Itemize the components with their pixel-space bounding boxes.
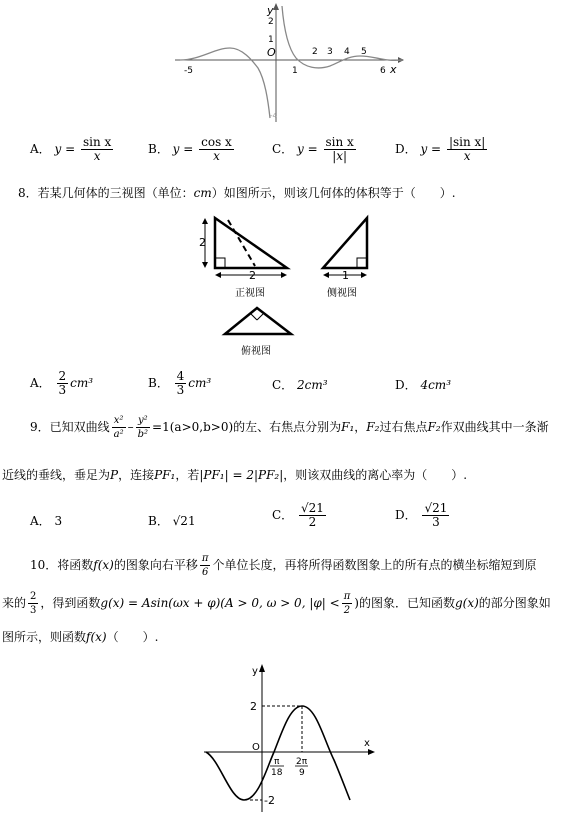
top-x-tick-1: 1 bbox=[292, 66, 298, 76]
q10-line2: 来的 $\frac{2}{3}$ ，得到函数g(x) = Asin(ωx + φ)(A > 0, ω > 0, |φ| < $\frac{\pi}{2}$ )的图象．已知函数g(x)的部分图象如 bbox=[2, 591, 551, 616]
bottom-y-max: 2 bbox=[250, 700, 257, 713]
top-x-tick-5: 5 bbox=[361, 47, 367, 57]
option-lhs: y = bbox=[172, 142, 194, 156]
q8-option-d[interactable]: D． 4cm³ bbox=[395, 378, 451, 392]
q9-option-b[interactable]: B． √21 bbox=[148, 514, 196, 528]
bottom-sine-graph bbox=[200, 660, 380, 816]
dim-side-width: 1 bbox=[342, 269, 349, 282]
bottom-origin: O bbox=[252, 742, 260, 753]
option-letter: C． bbox=[272, 142, 294, 156]
option-letter: A． bbox=[30, 142, 51, 156]
option-fraction: $\frac{4}{3}$ bbox=[176, 369, 185, 397]
q8-option-a[interactable]: A． $\frac{2}{3}$ cm³ bbox=[30, 369, 94, 397]
option-letter: D． bbox=[395, 142, 417, 156]
q8-unit: cm bbox=[193, 186, 212, 200]
bottom-tick2-num: 2π bbox=[296, 757, 308, 767]
bottom-tick1-num: π bbox=[274, 757, 280, 767]
bottom-y-min: -2 bbox=[264, 794, 275, 807]
top-x-label: x bbox=[390, 63, 397, 76]
top-y-label: y bbox=[267, 4, 274, 17]
option-fraction: $\frac{\text{|sin x|}}{x}$ bbox=[448, 135, 486, 163]
option-lhs: y = bbox=[54, 142, 76, 156]
top-x-tick-4: 4 bbox=[344, 47, 350, 57]
top-x-tick-3: 3 bbox=[327, 47, 333, 57]
q8-question: 8．若某几何体的三视图（单位：cm）如图所示，则该几何体的体积等于（ ）. bbox=[18, 186, 456, 200]
q7-option-c[interactable] bbox=[272, 136, 358, 163]
option-fraction: $\frac{2}{3}$ bbox=[58, 369, 67, 397]
side-view-label: 侧视图 bbox=[327, 288, 357, 299]
three-view-figure bbox=[195, 206, 385, 356]
bottom-tick1-den: 18 bbox=[271, 768, 283, 778]
top-origin: O bbox=[267, 46, 276, 59]
top-function-graph bbox=[170, 0, 410, 125]
q9-option-d[interactable]: D． $\frac{√21}{3}$ bbox=[395, 501, 448, 529]
option-lhs: y = bbox=[420, 142, 442, 156]
q7-option-a[interactable] bbox=[30, 136, 115, 163]
option-fraction: $\frac{\text{sin x}}{x}$ bbox=[82, 135, 112, 163]
q9-line1: 9．已知双曲线 $\frac{\text{x²}}{\text{a²}}$ – $\frac{\text{y²}}{\text{b²}}$ =1(a>0,b>0)的左、右焦点分别为F₁，F₂过右焦点F₂作双曲线其中一条渐 bbox=[30, 415, 549, 440]
option-letter: B． bbox=[148, 142, 169, 156]
q10-line3: 图所示，则函数f(x)（ ）. bbox=[2, 630, 159, 644]
bottom-x-label: x bbox=[364, 738, 370, 749]
top-x-tick-6: 6 bbox=[380, 66, 386, 76]
q9-option-a[interactable]: A． 3 bbox=[30, 514, 63, 528]
top-x-tick-2: 2 bbox=[312, 47, 318, 57]
q9-option-c[interactable]: C． $\frac{√21}{2}$ bbox=[272, 501, 324, 529]
q8-option-c[interactable]: C． 2cm³ bbox=[272, 378, 328, 392]
option-fraction: $\frac{\text{cos x}}{x}$ bbox=[201, 135, 232, 163]
q7-option-d[interactable] bbox=[395, 136, 489, 163]
top-y-tick-1: 1 bbox=[268, 35, 274, 45]
q7-option-b[interactable] bbox=[148, 136, 236, 163]
bottom-y-label: y bbox=[252, 666, 258, 677]
dim-front-width: 2 bbox=[249, 269, 256, 282]
top-x-tick-neg5: -5 bbox=[184, 66, 193, 76]
option-lhs: y = bbox=[297, 142, 318, 156]
q8-option-b[interactable]: B． $\frac{4}{3}$ cm³ bbox=[148, 369, 212, 397]
top-y-tick-neg: -4 bbox=[270, 112, 277, 120]
top-y-tick-2: 2 bbox=[268, 17, 274, 27]
option-fraction: $\frac{\text{sin x}}{|x|}$ bbox=[325, 135, 354, 163]
bottom-tick2-den: 9 bbox=[299, 768, 305, 778]
top-view-label: 俯视图 bbox=[241, 346, 271, 357]
q9-line2: 近线的垂线，垂足为P，连接PF₁，若|PF₁| = 2|PF₂|，则该双曲线的离心率为（ ）. bbox=[2, 468, 468, 482]
front-view-label: 正视图 bbox=[235, 288, 265, 299]
q10-line1: 10．将函数f(x)的图象向右平移 $\frac{\pi}{6}$ 个单位长度，再将所得函数图象上的所有点的横坐标缩短到原 bbox=[30, 553, 537, 578]
dim-height: 2 bbox=[199, 236, 206, 249]
